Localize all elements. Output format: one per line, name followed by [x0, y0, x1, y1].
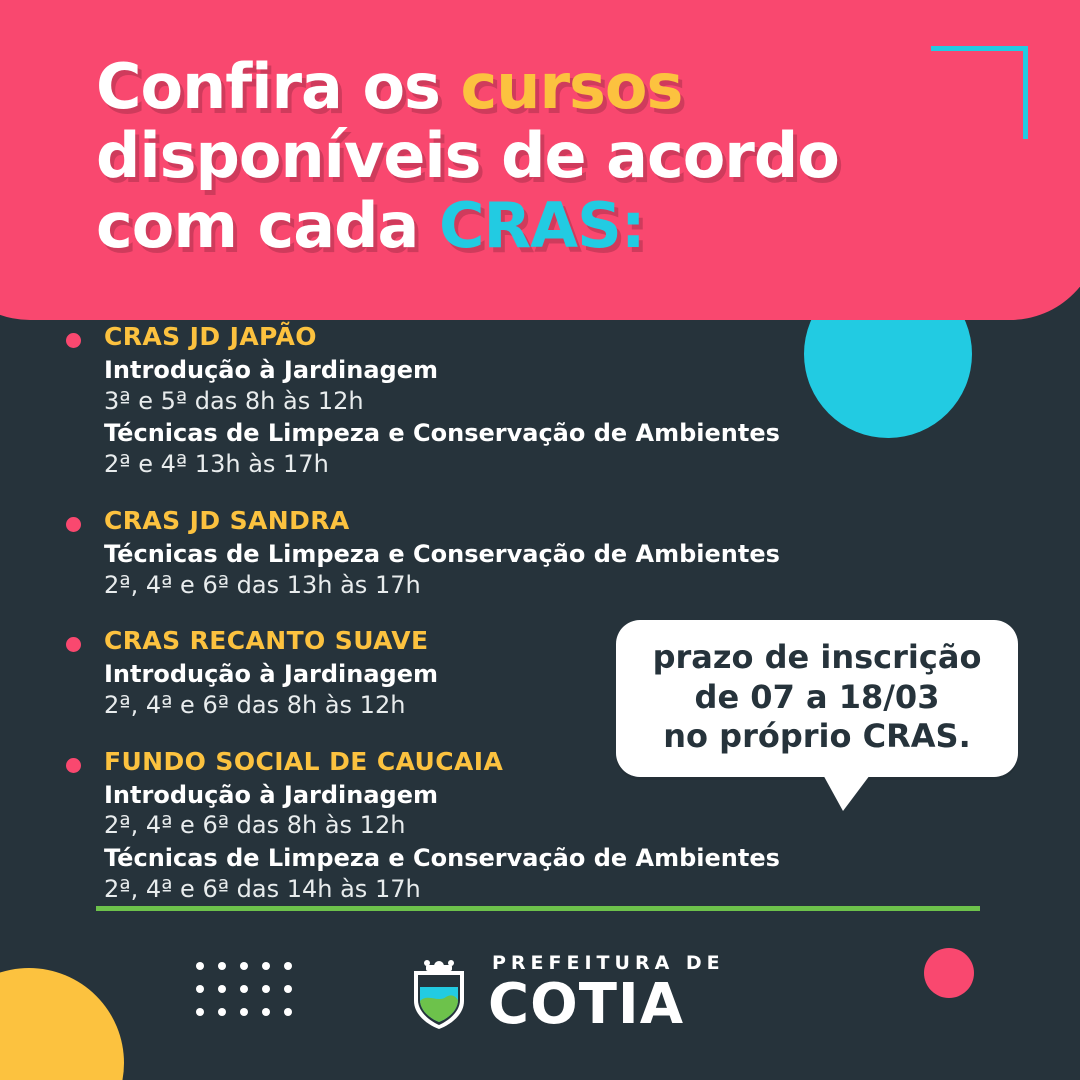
- cras-unit-name: CRAS JD JAPÃO: [104, 322, 317, 351]
- course-schedule: 2ª, 4ª e 6ª das 13h às 17h: [104, 570, 421, 599]
- bullet-dot-icon: [66, 333, 81, 348]
- list-item: [66, 506, 946, 600]
- course-title: Técnicas de Limpeza e Conservação de Ambientes: [104, 539, 780, 568]
- headline-line-2: disponíveis de acordo: [96, 119, 839, 193]
- decorative-dot-grid-icon: [196, 962, 306, 1031]
- headline-line-3: [96, 188, 976, 262]
- course-title: Introdução à Jardinagem: [104, 356, 439, 384]
- list-item: [66, 322, 946, 480]
- callout-line-3: no próprio CRAS.: [663, 717, 971, 756]
- headline-line-1: [96, 52, 976, 121]
- headline-line-1-a: Confira os: [96, 50, 461, 123]
- callout-tail: [821, 771, 873, 811]
- course-title: Introdução à Jardinagem: [104, 660, 439, 689]
- course-schedule: 2ª, 4ª e 6ª das 8h às 12h: [104, 811, 406, 840]
- course-schedule: 3ª e 5ª das 8h às 12h: [104, 386, 364, 415]
- brand-text: [488, 952, 725, 1037]
- city-name: COTIA: [488, 972, 685, 1037]
- course-title: Técnicas de Limpeza e Conservação de Ambientes: [104, 419, 780, 448]
- bullet-dot-icon: [66, 637, 81, 652]
- bullet-dot-icon: [66, 758, 81, 773]
- course-title: Técnicas de Limpeza e Conservação de Ambientes: [104, 844, 780, 873]
- divider: [96, 906, 980, 911]
- headline-highlight-cursos: cursos: [460, 50, 683, 123]
- page-title: [96, 52, 976, 260]
- course-schedule: 2ª, 4ª e 6ª das 8h às 12h: [104, 691, 406, 720]
- headline-highlight-cras: CRAS:: [438, 188, 645, 262]
- brand-lockup: [408, 952, 725, 1037]
- cras-unit-name: CRAS JD SANDRA: [104, 505, 350, 535]
- course-title: Introdução à Jardinagem: [104, 780, 439, 809]
- footer: [0, 940, 1080, 1060]
- callout-line-1: prazo de inscrição: [652, 638, 982, 676]
- course-schedule: 2ª e 4ª 13h às 17h: [104, 450, 329, 479]
- cras-unit-name: FUNDO SOCIAL DE CAUCAIA: [104, 746, 504, 776]
- enrollment-callout: [616, 620, 1018, 777]
- bullet-dot-icon: [66, 517, 81, 532]
- headline-line-3-a: com cada: [96, 188, 439, 262]
- course-schedule: 2ª, 4ª e 6ª das 14h às 17h: [104, 874, 421, 903]
- callout-line-2: de 07 a 18/03: [694, 677, 940, 716]
- cras-unit-name: CRAS RECANTO SUAVE: [104, 626, 429, 656]
- cotia-coat-of-arms-icon: [408, 957, 470, 1031]
- prefecture-label: PREFEITURA DE: [492, 952, 725, 974]
- callout-text: [626, 638, 1008, 757]
